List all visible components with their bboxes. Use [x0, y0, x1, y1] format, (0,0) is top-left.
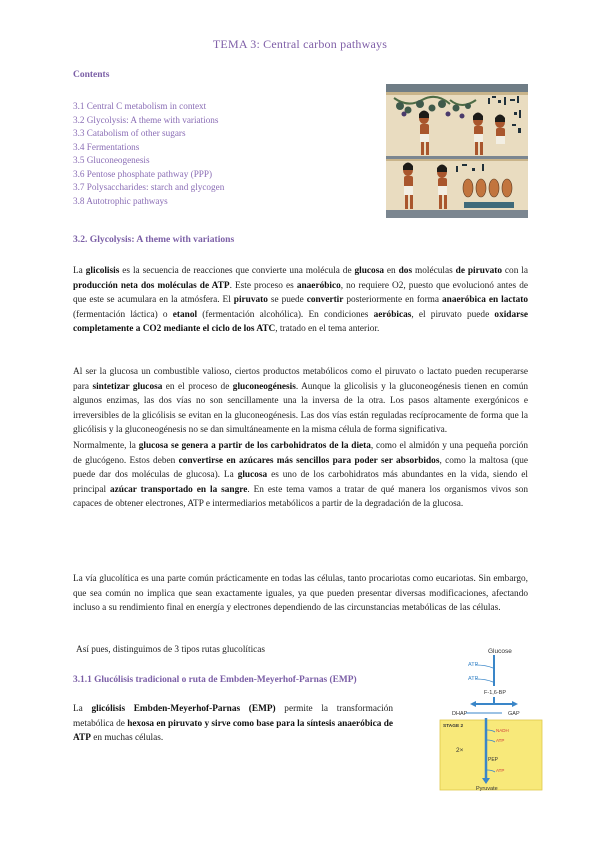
bold-run: hexosa en piruvato y sirve como base para la síntesis anaeróbica de ATP [73, 718, 393, 744]
text-run: se puede [267, 295, 307, 306]
diagram-pyruvate-label: Pyruvate [476, 786, 498, 792]
toc-item[interactable]: 3.7 Polysaccharides: starch and glycogen [73, 182, 225, 192]
text-run: , tratado en el tema anterior. [275, 324, 380, 335]
text-run: moléculas [412, 266, 456, 276]
bold-run: glucosa se genera a partir de los carbohidratos de la dieta [138, 441, 371, 451]
bold-run: aeróbicas [373, 309, 412, 320]
text-run: Normalmente, la [73, 441, 139, 451]
bold-run: dos [398, 266, 413, 276]
table-of-contents [73, 100, 224, 208]
toc-item[interactable]: 3.6 Pentose phosphate pathway (PPP) [73, 168, 213, 179]
diagram-glucose-label: Glucose [488, 648, 512, 655]
toc-item[interactable]: 3.5 Gluconeogenesis [73, 155, 150, 165]
text-run: posteriormente en forma [343, 295, 442, 306]
paragraph-glycolytic-pathway [73, 572, 528, 616]
text-run: es uno de los carbohidratos más abundantes en la vida, siendo el principal [73, 470, 528, 495]
section-heading: 3.2. Glycolysis: A theme with variations [73, 234, 235, 245]
diagram-pep-label: PEP [488, 757, 499, 763]
diagram-stage-label: STAGE 2 [443, 724, 464, 729]
bold-run: oxidarse completamente a CO2 mediante el ciclo de los ATC [73, 309, 528, 335]
text-run: (fermentación alcohólica). En condiciones [197, 309, 374, 320]
bold-run: anaeróbico [296, 280, 341, 291]
text-run: (fermentación láctica) o [73, 309, 173, 320]
text-run: en el proceso de [162, 381, 233, 392]
diagram-gap-label: GAP [508, 711, 520, 717]
text-run: en muchas células. [90, 733, 164, 744]
paragraph-glycolytic-types [76, 643, 396, 658]
text-run: , el piruvato puede [411, 309, 495, 320]
paragraph-emp-description [73, 702, 393, 746]
contents-heading: Contents [73, 70, 110, 80]
bold-run: glucosa [354, 266, 384, 276]
text-run: con la [501, 266, 528, 276]
bold-run: glicólisis Embden-Meyerhof-Parnas (EMP) [91, 704, 276, 714]
text-run: , como la maltosa (que puede dar dos moléculas de glucosa). La [73, 455, 528, 481]
diagram-atp-label: ATP [496, 738, 505, 743]
subsection-heading: 3.1.1 Glucólisis tradicional o ruta de Embden-Meyerhof-Parnas (EMP) [73, 675, 357, 685]
text-run: La [73, 266, 86, 276]
paragraph-gluconeogenesis [73, 365, 528, 438]
diagram-2x-label: 2× [456, 747, 464, 754]
paragraph-glucose-sources [73, 439, 528, 512]
text-run: en [383, 266, 399, 276]
text-run: . Aunque la glicolisis y la gluconeogénesis tienen en común algunos enzimas, las dos vías no son sencillamente una la inversa de la otra. Los pasos altamente exergónicos e irreversibles de la glicólisis se evitan en la gluconeogénesis. Las dos vías están reguladas recíprocamente de forma que la glicólisis y la gluconeogénesis no se dan simultáneamente en la misma célula de forma significativa. [73, 381, 528, 436]
text-run: Así pues, distinguimos de 3 tipos rutas glucolíticas [76, 645, 266, 655]
bold-run: glicolisis [85, 266, 120, 276]
emp-pathway-diagram [430, 644, 552, 792]
diagram-dhap-label: DHAP [452, 711, 468, 717]
text-run: La [73, 704, 92, 714]
bold-run: de piruvato [455, 266, 502, 276]
toc-item[interactable]: 3.2 Glycolysis: A theme with variations [73, 114, 219, 125]
bold-run: etanol [172, 309, 198, 320]
diagram-atp-label: ATP [468, 662, 479, 668]
text-run: , no requiere O2, puesto que evolucionó antes de que este se acumulara en la atmósfera. El [73, 280, 528, 306]
diagram-atp-label: ATP [468, 676, 479, 682]
bold-run: convertirse en azúcares más sencillos para poder ser absorbidos [178, 455, 440, 466]
text-run: es la secuencia de reacciones que convierte una molécula de [119, 266, 355, 276]
bold-run: piruvato [233, 295, 268, 306]
text-run: , como el almidón y una pequeña porción de glucógeno. Estos deben [73, 441, 528, 466]
diagram-f16bp-label: F-1,6-BP [484, 690, 507, 696]
page-title: TEMA 3: Central carbon pathways [212, 37, 388, 51]
toc-item[interactable]: 3.8 Autotrophic pathways [73, 195, 168, 206]
text-run: Al ser la glucosa un combustible valioso, ciertos productos metabólicos como el piruvato o lactato pueden recuperarse para [73, 367, 528, 392]
paragraph-glycolysis-intro [73, 264, 528, 337]
bold-run: anaeróbica en lactato [442, 295, 528, 306]
text-run: La vía glucolítica es una parte común prácticamente en todas las células, tanto procariotas como eucariotas. Sin embargo, que sea común no implica que sean exactamente iguales, ya que pueden presentar diversas modificaciones, afectando incluso a su rendimiento final en energía y electrones dependiendo de las circunstancias metabólicas de las células. [73, 574, 528, 614]
bold-run: sintetizar glucosa [92, 381, 163, 392]
toc-item[interactable]: 3.1 Central C metabolism in context [73, 101, 207, 111]
text-run: permite la transformación metabólica de [73, 704, 394, 729]
bold-run: glucosa [237, 470, 268, 481]
bold-run: azúcar transportado en la sangre [110, 484, 248, 495]
toc-item[interactable]: 3.3 Catabolism of other sugars [73, 128, 186, 138]
bold-run: gluconeogénesis [232, 381, 296, 392]
egyptian-fresco-image [386, 84, 528, 218]
text-run: . Este proceso es [229, 280, 297, 291]
bold-run: producción neta dos moléculas de ATP [73, 280, 230, 291]
toc-item[interactable]: 3.4 Fermentations [73, 141, 140, 152]
diagram-nadh-label: NADH [496, 728, 509, 733]
bold-run: convertir [306, 295, 344, 306]
diagram-atp-label: ATP [496, 768, 505, 773]
text-run: . En este tema vamos a tratar de qué manera los organismos vivos son capaces de obtener electrones, ATP e intermediarios metabólicos a partir de la degradación de la glucosa. [73, 484, 529, 510]
